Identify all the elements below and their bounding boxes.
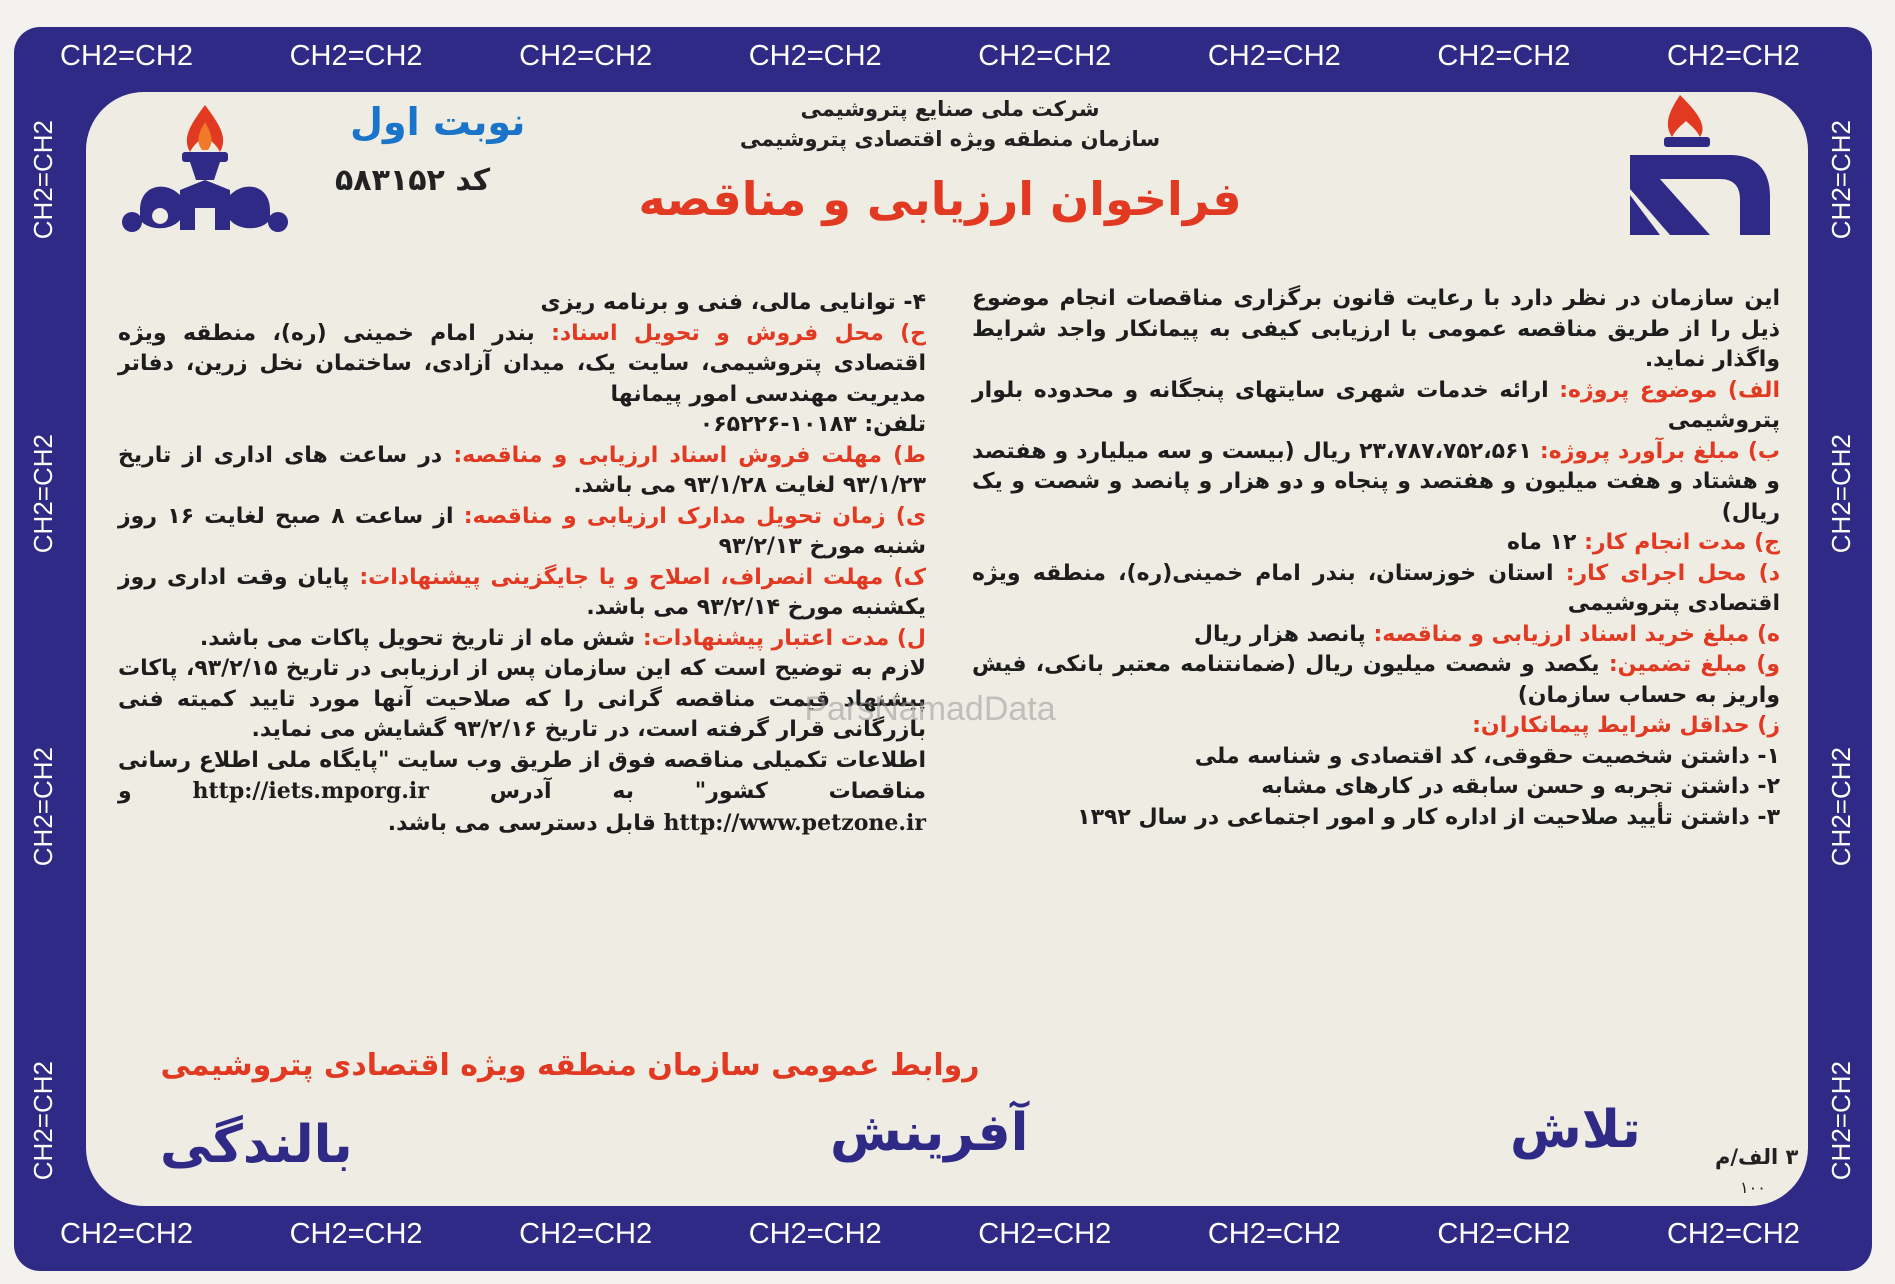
page-title: فراخوان ارزیابی و مناقصه: [638, 172, 1242, 226]
list-item: ۱- داشتن شخصیت حقوقی، کد اقتصادی و شناسه ملی: [1194, 743, 1780, 769]
left-column: [118, 288, 926, 839]
item-k-label: ک) مهلت انصراف، اصلاح و یا جایگزینی پیشنهادات:: [359, 564, 926, 590]
border-text: CH2=CH2: [289, 40, 423, 72]
ad-agency-talash: تلاش: [1510, 1100, 1641, 1160]
border-text: CH2=CH2: [28, 747, 58, 867]
item-b-label: ب) مبلغ برآورد پروژه:: [1539, 438, 1780, 464]
petrochemical-flame-logo: [120, 100, 290, 245]
page-code: ۳ الف/م: [1715, 1145, 1799, 1169]
border-text: CH2=CH2: [978, 40, 1112, 72]
border-left: [28, 120, 59, 1180]
border-text: CH2=CH2: [28, 1060, 58, 1180]
info-text: [118, 746, 926, 840]
item-d-text: استان خوزستان، بندر امام خمینی(ره)، منطقه ویژه اقتصادی پتروشیمی: [972, 560, 1780, 616]
item-y-text: از ساعت ۸ صبح لغایت ۱۶ روز شنبه مورخ ۹۳/۲/۱۳: [118, 503, 926, 559]
public-relations: روابط عمومی سازمان منطقه ویژه اقتصادی پتروشیمی: [160, 1048, 980, 1083]
list-item: ۲- داشتن تجربه و حسن سابقه در کارهای مشابه: [1261, 774, 1780, 799]
item-a: [972, 376, 1780, 437]
border-text: CH2=CH2: [748, 40, 882, 72]
border-text: CH2=CH2: [289, 1218, 423, 1250]
border-text: CH2=CH2: [60, 40, 193, 72]
item-d-label: د) محل اجرای کار:: [1565, 560, 1780, 586]
item-c-label: ج) مدت انجام کار:: [1584, 530, 1780, 555]
item-t-label: ط) مهلت فروش اسناد ارزیابی و مناقصه:: [453, 442, 926, 468]
border-top: [60, 40, 1800, 73]
org-name: شرکت ملی صنایع پتروشیمی: [800, 97, 1100, 121]
border-text: CH2=CH2: [1826, 433, 1856, 553]
info-part2: قابل دسترسی می باشد.: [387, 810, 656, 836]
item-f-label: و) مبلغ تضمین:: [1608, 652, 1780, 677]
phone-number: تلفن: ۱۰۱۸۳-۰۶۵۲۲۶: [699, 412, 926, 437]
item-h: [118, 319, 926, 411]
border-text: CH2=CH2: [28, 120, 58, 240]
border-right: [1826, 120, 1857, 1180]
item-c-text: ۱۲ ماه: [1507, 530, 1577, 555]
item-h-label: ح) محل فروش و تحویل اسناد:: [551, 320, 926, 346]
border-text: CH2=CH2: [1207, 1218, 1341, 1250]
item-e-text: پانصد هزار ریال: [1193, 621, 1366, 647]
item-e: [972, 620, 1780, 651]
border-text: CH2=CH2: [1826, 747, 1856, 867]
item-g-label: ز) حداقل شرایط پیمانکاران:: [1472, 713, 1780, 738]
border-text: CH2=CH2: [748, 1218, 882, 1250]
item-4: ۴- توانایی مالی، فنی و برنامه ریزی: [540, 290, 926, 315]
item-d: [972, 559, 1780, 620]
org-subname: سازمان منطقه ویژه اقتصادی پتروشیمی: [739, 127, 1161, 151]
turn-label: نوبت اول: [350, 100, 526, 144]
ad-agency-balandegi: بالندگی: [160, 1115, 353, 1175]
item-l-text: شش ماه از تاریخ تحویل پاکات می باشد.: [199, 625, 636, 651]
border-text: CH2=CH2: [1437, 40, 1571, 72]
border-text: CH2=CH2: [1437, 1218, 1571, 1250]
ad-agency-afarinesh: آفرینش: [830, 1103, 1029, 1163]
border-text: CH2=CH2: [519, 40, 653, 72]
item-b: [972, 437, 1780, 529]
item-k-text: پایان وقت اداری روز یکشنبه مورخ ۹۳/۲/۱۴ می باشد.: [118, 564, 926, 620]
item-y-label: ی) زمان تحویل مدارک ارزیابی و مناقصه:: [463, 503, 926, 529]
border-text: CH2=CH2: [60, 1218, 193, 1250]
item-h-text: بندر امام خمینی (ره)، منطقه ویژه اقتصادی پتروشیمی، سایت یک، میدان آزادی، ساختمان نخل زرین، دفاتر مدیریت مهندسی امور پیمانها: [118, 320, 926, 407]
border-text: CH2=CH2: [1666, 1218, 1800, 1250]
item-f-text: یکصد و شصت میلیون ریال (ضمانتنامه معتبر بانکی، فیش واریز به حساب سازمان): [972, 652, 1780, 708]
item-y: [118, 502, 926, 563]
url-link-iets[interactable]: http://iets.mporg.ir: [192, 778, 429, 804]
petzone-logo: [1620, 95, 1780, 240]
url-link-petzone[interactable]: http://www.petzone.ir: [663, 809, 926, 836]
page-number: ۱۰۰: [1740, 1178, 1766, 1197]
intro-text: این سازمان در نظر دارد با رعایت قانون برگزاری مناقصات انجام موضوع ذیل را از طریق مناقصه عمومی با ارزیابی کیفی به پیمانکار واجد شرایط واگذار نماید.: [972, 286, 1780, 372]
item-t: [118, 441, 926, 502]
border-bottom: [60, 1218, 1800, 1251]
item-a-text: ارائه خدمات شهری سایتهای پنجگانه و محدوده بلوار پتروشیمی: [972, 377, 1780, 433]
item-l-label: ل) مدت اعتبار پیشنهادات:: [642, 625, 926, 651]
border-text: CH2=CH2: [1826, 1060, 1856, 1180]
border-text: CH2=CH2: [978, 1218, 1112, 1250]
item-l: [118, 624, 926, 655]
item-a-label: الف) موضوع پروژه:: [1559, 377, 1780, 403]
border-text: CH2=CH2: [1207, 40, 1341, 72]
border-text: CH2=CH2: [1666, 40, 1800, 72]
right-column: [972, 284, 1780, 833]
watermark: ParsNamadData: [804, 690, 1056, 728]
border-text: CH2=CH2: [519, 1218, 653, 1250]
ad-code: [335, 163, 490, 198]
ad-code-value: ۵۸۳۱۵۲: [335, 163, 445, 198]
item-e-label: ه) مبلغ خرید اسناد ارزیابی و مناقصه:: [1373, 621, 1780, 647]
border-text: CH2=CH2: [1826, 120, 1856, 240]
border-text: CH2=CH2: [28, 433, 58, 553]
list-item: ۳- داشتن تأیید صلاحیت از اداره کار و امور اجتماعی در سال ۱۳۹۲: [1077, 804, 1780, 830]
item-t-text: در ساعت های اداری از تاریخ ۹۳/۱/۲۳ لغایت ۹۳/۱/۲۸ می باشد.: [118, 442, 926, 498]
info-part1: اطلاعات تکمیلی مناقصه فوق از طریق وب سایت "پایگاه ملی اطلاع رسانی مناقصات کشور" به آدرس: [118, 747, 926, 804]
info-and: و: [118, 779, 132, 804]
ad-code-label: کد: [455, 163, 491, 198]
item-c: [972, 528, 1780, 559]
item-b-text: ۲۳،۷۸۷،۷۵۲،۵۶۱ ریال (بیست و سه میلیارد و هفتصد و هشتاد و هفت میلیون و هفتصد و پنجاه و دو هزار و پانصد و شصت و یک ریال): [972, 438, 1780, 525]
note-text: لازم به توضیح است که این سازمان پس از ارزیابی در تاریخ ۹۳/۲/۱۵، پاکات پیشنهاد قیمت مناقصه گرانی را که صلاحیت آنها مورد تایید کمیته فنی بازرگانی قرار گرفته است، در تاریخ ۹۳/۲/۱۶ گشایش می نماید.: [118, 656, 926, 742]
item-k: [118, 563, 926, 624]
